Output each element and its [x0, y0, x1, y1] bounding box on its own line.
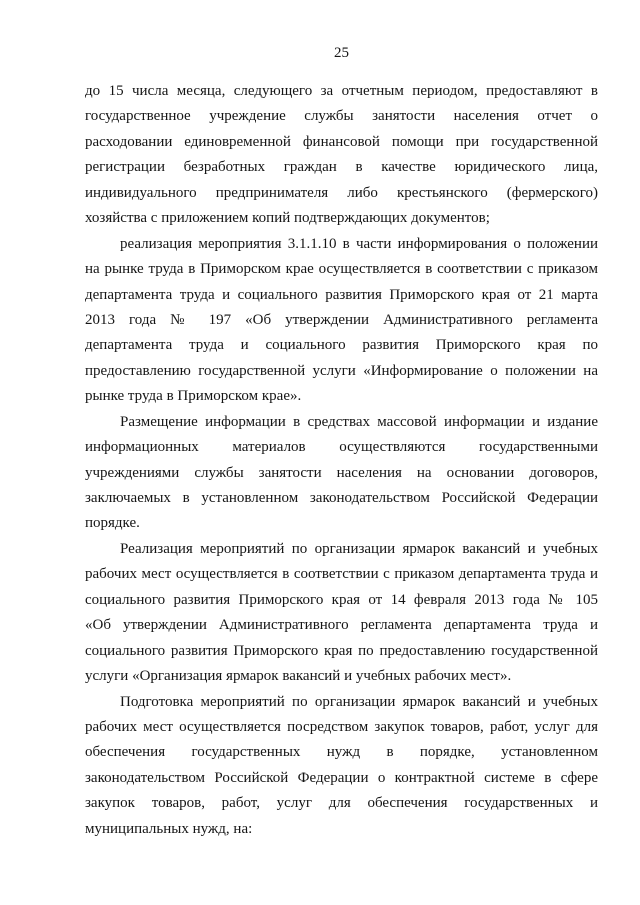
text-line: обеспечения государственных нужд в порядке, установленном — [85, 744, 598, 761]
text-line: индивидуального предпринимателя либо крестьянского (фермерского) — [85, 184, 598, 201]
text-line: рабочих мест осуществляется в соответствии с приказом департамента труда и — [85, 566, 598, 583]
document-body — [85, 79, 598, 842]
text-line: департамента труда и социального развития Приморского края от 21 марта — [85, 286, 598, 303]
paragraph — [85, 410, 598, 537]
text-line: Размещение информации в средствах массовой информации и издание — [120, 413, 598, 430]
text-line: расходовании единовременной финансовой помощи при государственной — [85, 133, 598, 150]
text-line: услуги «Организация ярмарок вакансий и учебных рабочих мест». — [85, 668, 512, 685]
text-line: учреждениями службы занятости населения на основании договоров, — [85, 464, 598, 481]
text-line: рабочих мест осуществляется посредством закупок товаров, работ, услуг для — [85, 718, 598, 735]
text-line: государственное учреждение службы занятости населения отчет о — [85, 108, 598, 125]
text-line: муниципальных нужд, на: — [85, 820, 253, 837]
text-line: информационных материалов осуществляются государственными — [85, 439, 598, 456]
text-line: на рынке труда в Приморском крае осуществляется в соответствии с приказом — [85, 261, 598, 278]
text-line: хозяйства с приложением копий подтверждающих документов; — [85, 210, 490, 227]
text-line: 2013 года № 197 «Об утверждении Административного регламента — [85, 311, 598, 328]
text-line: до 15 числа месяца, следующего за отчетным периодом, предоставляют в — [85, 83, 598, 99]
paragraph — [85, 232, 598, 410]
text-line: Реализация мероприятий по организации ярмарок вакансий и учебных — [120, 540, 598, 557]
paragraph — [85, 537, 598, 690]
text-line: рынке труда в Приморском крае». — [85, 388, 302, 405]
paragraph — [85, 79, 598, 232]
text-line: социального развития Приморского края от 14 февраля 2013 года № 105 — [85, 591, 598, 608]
text-line: законодательством Российской Федерации о контрактной системе в сфере — [85, 769, 598, 786]
page-number: 25 — [334, 45, 349, 61]
text-line: регистрации безработных граждан в качестве юридического лица, — [85, 159, 598, 176]
paragraph — [85, 690, 598, 843]
text-line: социального развития Приморского края по предоставлению государственной — [85, 642, 598, 659]
text-line: «Об утверждении Административного регламента департамента труда и — [85, 617, 598, 634]
text-line: заключаемых в установленном законодательством Российской Федерации — [85, 490, 598, 506]
text-line: предоставлению государственной услуги «Информирование о положении на — [85, 362, 598, 379]
text-line: реализация мероприятия 3.1.1.10 в части информирования о положении — [120, 235, 598, 252]
text-line: закупок товаров, работ, услуг для обеспечения государственных и — [85, 795, 598, 812]
text-line: порядке. — [85, 515, 140, 532]
text-line: департамента труда и социального развития Приморского края по — [85, 337, 598, 354]
text-line: Подготовка мероприятий по организации ярмарок вакансий и учебных — [120, 693, 598, 710]
